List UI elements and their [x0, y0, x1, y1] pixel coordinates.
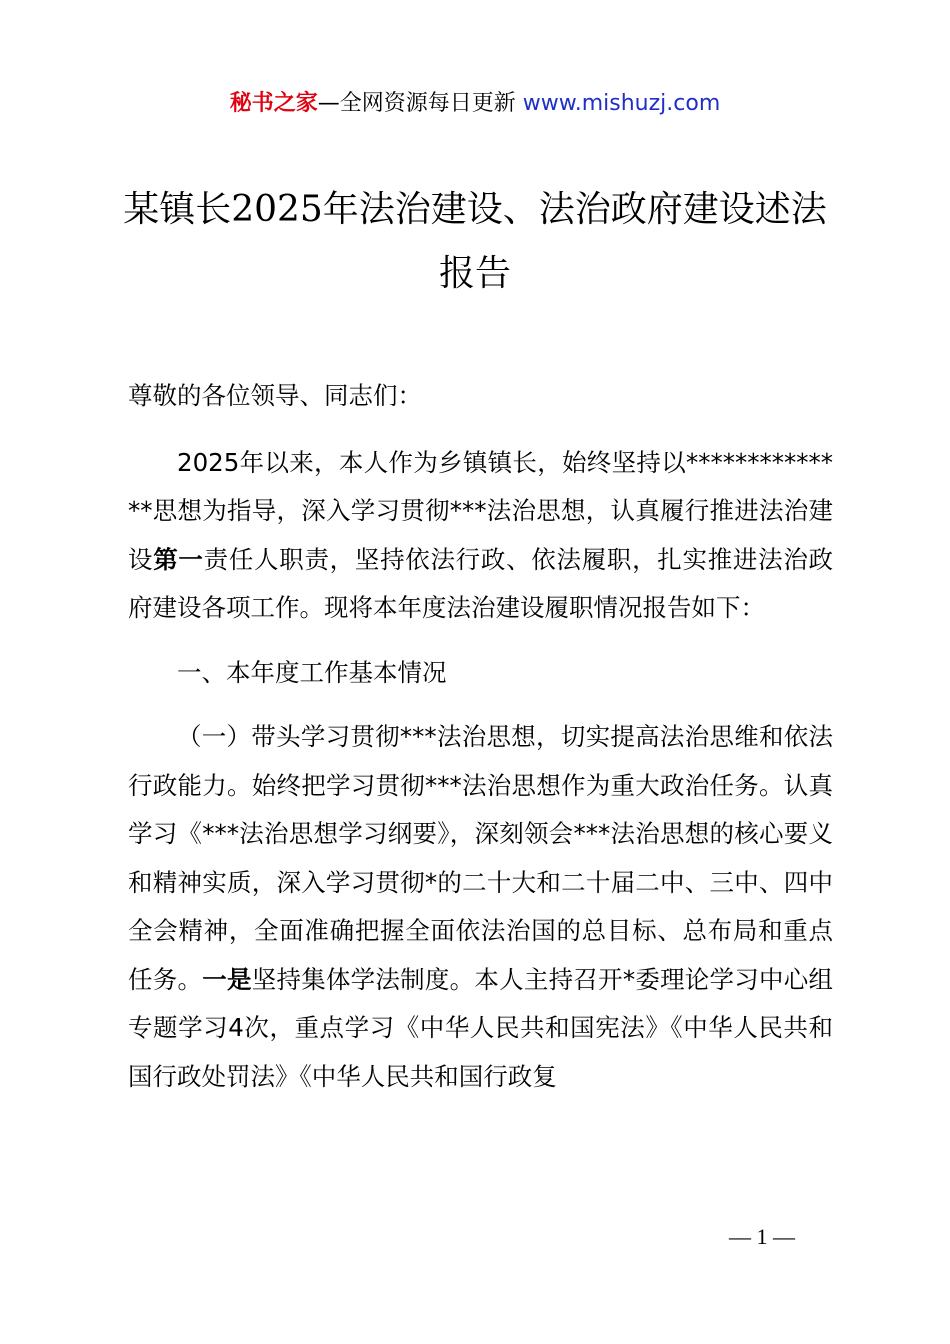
intro-text-1: 2025年以来，本人作为乡镇镇长，始终坚持以**************思想为指导，深入学习贯彻***法治思想，认真履行推进法治建设	[128, 447, 833, 574]
document-body	[128, 372, 833, 1101]
site-url-link[interactable]: www.mishuzj.com	[522, 91, 721, 116]
intro-bold-text: 第一	[153, 544, 204, 574]
intro-text-2: 责任人职责，坚持依法行政、依法履职，扎实推进法治政府建设各项工作。现将本年度法治建设履职情况报告如下：	[128, 544, 834, 622]
salutation: 尊敬的各位领导、同志们：	[128, 381, 422, 410]
site-brand: 秘书之家	[229, 91, 318, 116]
page-number: — 1 —	[729, 1224, 795, 1249]
subsection-text-2: 坚持集体学法制度。本人主持召开*委理论学习中心组专题学习4次，重点学习《中华人民共和国宪法》《中华人民共和国行政处罚法》《中华人民共和国行政复	[128, 964, 834, 1091]
subsection-text-1: （一）带头学习贯彻***法治思想，切实提高法治思维和依法行政能力。始终把学习贯彻***法治思想作为重大政治任务。认真学习《***法治思想学习纲要》，深刻领会***法治思想的核心要义和精神实质，深入学习贯彻*的二十大和二十届二中、三中、四中全会精神，全面准确把握全面依法治国的总目标、总布局和重点任务。	[128, 722, 833, 994]
document-title: 某镇长2025年法治建设、法治政府建设述法报告	[123, 189, 827, 294]
intro-paragraph	[128, 439, 833, 633]
header-tagline: —全网资源每日更新	[317, 91, 523, 116]
section-heading: 一、本年度工作基本情况	[177, 657, 447, 687]
subsection-bold-text: 一是	[202, 964, 252, 994]
site-header	[0, 88, 950, 120]
subsection-paragraph	[128, 713, 833, 1101]
